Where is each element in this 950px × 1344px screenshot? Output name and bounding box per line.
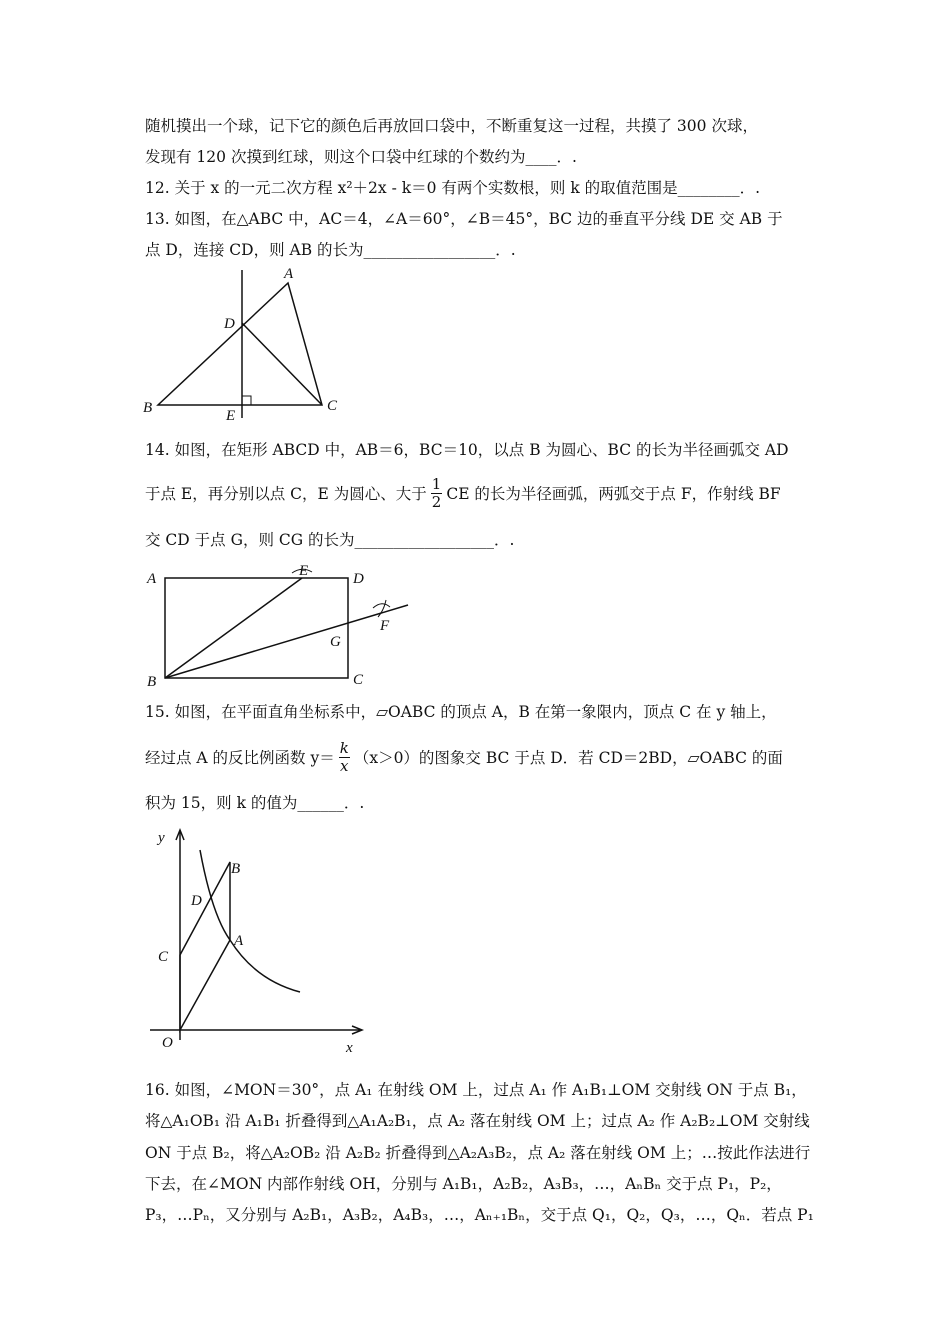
label-d: D bbox=[353, 571, 364, 587]
figure-13 bbox=[158, 270, 322, 418]
q16-line-3: ON 于点 B₂，将△A₂OB₂ 沿 A₂B₂ 折叠得到△A₂A₃B₂，点 A₂ 落在射线 OM 上；…按此作法进行 bbox=[145, 1144, 811, 1162]
label-d: D bbox=[191, 893, 202, 909]
q16-line-4: 下去，在∠MON 内部作射线 OH，分别与 A₁B₁，A₂B₂，A₃B₃，…，AₙBₙ 交于点 P₁，P₂， bbox=[145, 1175, 782, 1193]
q11-line-2: 发现有 120 次摸到红球，则这个口袋中红球的个数约为____．. bbox=[145, 148, 577, 166]
hyperbola-curve bbox=[200, 850, 300, 992]
fraction-denominator: 2 bbox=[431, 493, 442, 511]
arc-f2 bbox=[378, 600, 386, 617]
segment-be bbox=[165, 578, 302, 678]
right-angle-mark bbox=[242, 396, 251, 405]
label-a: A bbox=[147, 571, 157, 587]
q13-line-2: 点 D，连接 CD，则 AB 的长为_________________．. bbox=[145, 241, 516, 259]
label-f: F bbox=[380, 618, 390, 634]
q15-line-2a: 经过点 A 的反比例函数 y＝ bbox=[145, 748, 335, 767]
label-y: y bbox=[158, 830, 165, 846]
fraction-numerator: 1 bbox=[431, 475, 442, 493]
label-b: B bbox=[231, 861, 241, 877]
arc-f1 bbox=[373, 604, 390, 608]
q12-text: 12. 关于 x 的一元二次方程 x²＋2x - k＝0 有两个实数根，则 k 的取值范围是________．. bbox=[145, 179, 761, 197]
q15-line-3: 积为 15，则 k 的值为______．. bbox=[145, 794, 365, 812]
q14-fraction bbox=[431, 476, 443, 511]
q11-line-1: 随机摸出一个球，记下它的颜色后再放回口袋中，不断重复这一过程，共摸了 300 次球， bbox=[145, 117, 758, 135]
q14-line-2b: CE 的长为半径画弧，两弧交于点 F，作射线 BF bbox=[446, 484, 781, 503]
triangle-abc bbox=[158, 283, 322, 405]
rectangle-abcd bbox=[165, 578, 348, 678]
fraction-numerator: k bbox=[339, 739, 349, 757]
q14-line-3: 交 CD 于点 G，则 CG 的长为__________________．. bbox=[145, 531, 515, 549]
q16-line-2: 将△A₁OB₁ 沿 A₁B₁ 折叠得到△A₁A₂B₁，点 A₂ 落在射线 OM 上；过点 A₂ 作 A₂B₂⊥OM 交射线 bbox=[145, 1112, 810, 1130]
fraction-denominator: x bbox=[340, 757, 349, 775]
figure-14 bbox=[165, 569, 408, 678]
q15-line-2 bbox=[145, 740, 783, 775]
label-b: B bbox=[143, 400, 153, 416]
q15-fraction bbox=[339, 740, 350, 775]
q15-line-2b: （x＞0）的图象交 BC 于点 D．若 CD＝2BD，▱OABC 的面 bbox=[353, 748, 783, 767]
label-o: O bbox=[162, 1035, 173, 1051]
figure-15 bbox=[150, 830, 362, 1040]
label-c: C bbox=[327, 398, 338, 414]
label-a: A bbox=[234, 933, 244, 949]
parallelogram-oabc bbox=[180, 862, 230, 1030]
label-a: A bbox=[284, 266, 294, 282]
label-d: D bbox=[224, 316, 235, 332]
label-g: G bbox=[330, 634, 341, 650]
q14-line-2a: 于点 E，再分别以点 C，E 为圆心、大于 bbox=[145, 484, 427, 503]
ray-bf bbox=[165, 605, 408, 678]
label-c: C bbox=[353, 672, 364, 688]
q14-line-2 bbox=[145, 476, 781, 511]
label-e: E bbox=[226, 408, 236, 424]
q14-line-1: 14. 如图，在矩形 ABCD 中，AB＝6，BC＝10，以点 B 为圆心、BC 的长为半径画弧交 AD bbox=[145, 441, 789, 459]
q15-line-1: 15. 如图，在平面直角坐标系中，▱OABC 的顶点 A，B 在第一象限内，顶点 C 在 y 轴上， bbox=[145, 703, 777, 721]
label-x: x bbox=[346, 1040, 353, 1056]
q13-line-1: 13. 如图，在△ABC 中，AC＝4，∠A＝60°，∠B＝45°，BC 边的垂直平分线 DE 交 AB 于 bbox=[145, 210, 783, 228]
label-e: E bbox=[299, 563, 309, 579]
label-b: B bbox=[147, 674, 157, 690]
q16-line-1: 16. 如图，∠MON＝30°，点 A₁ 在射线 OM 上，过点 A₁ 作 A₁B₁⊥OM 交射线 ON 于点 B₁， bbox=[145, 1081, 807, 1099]
q16-line-5: P₃，…Pₙ，又分别与 A₂B₁，A₃B₂，A₄B₃，…，Aₙ₊₁Bₙ，交于点 Q₁，Q₂，Q₃，…，Qₙ．若点 P₁ bbox=[145, 1206, 814, 1224]
label-c: C bbox=[158, 949, 169, 965]
